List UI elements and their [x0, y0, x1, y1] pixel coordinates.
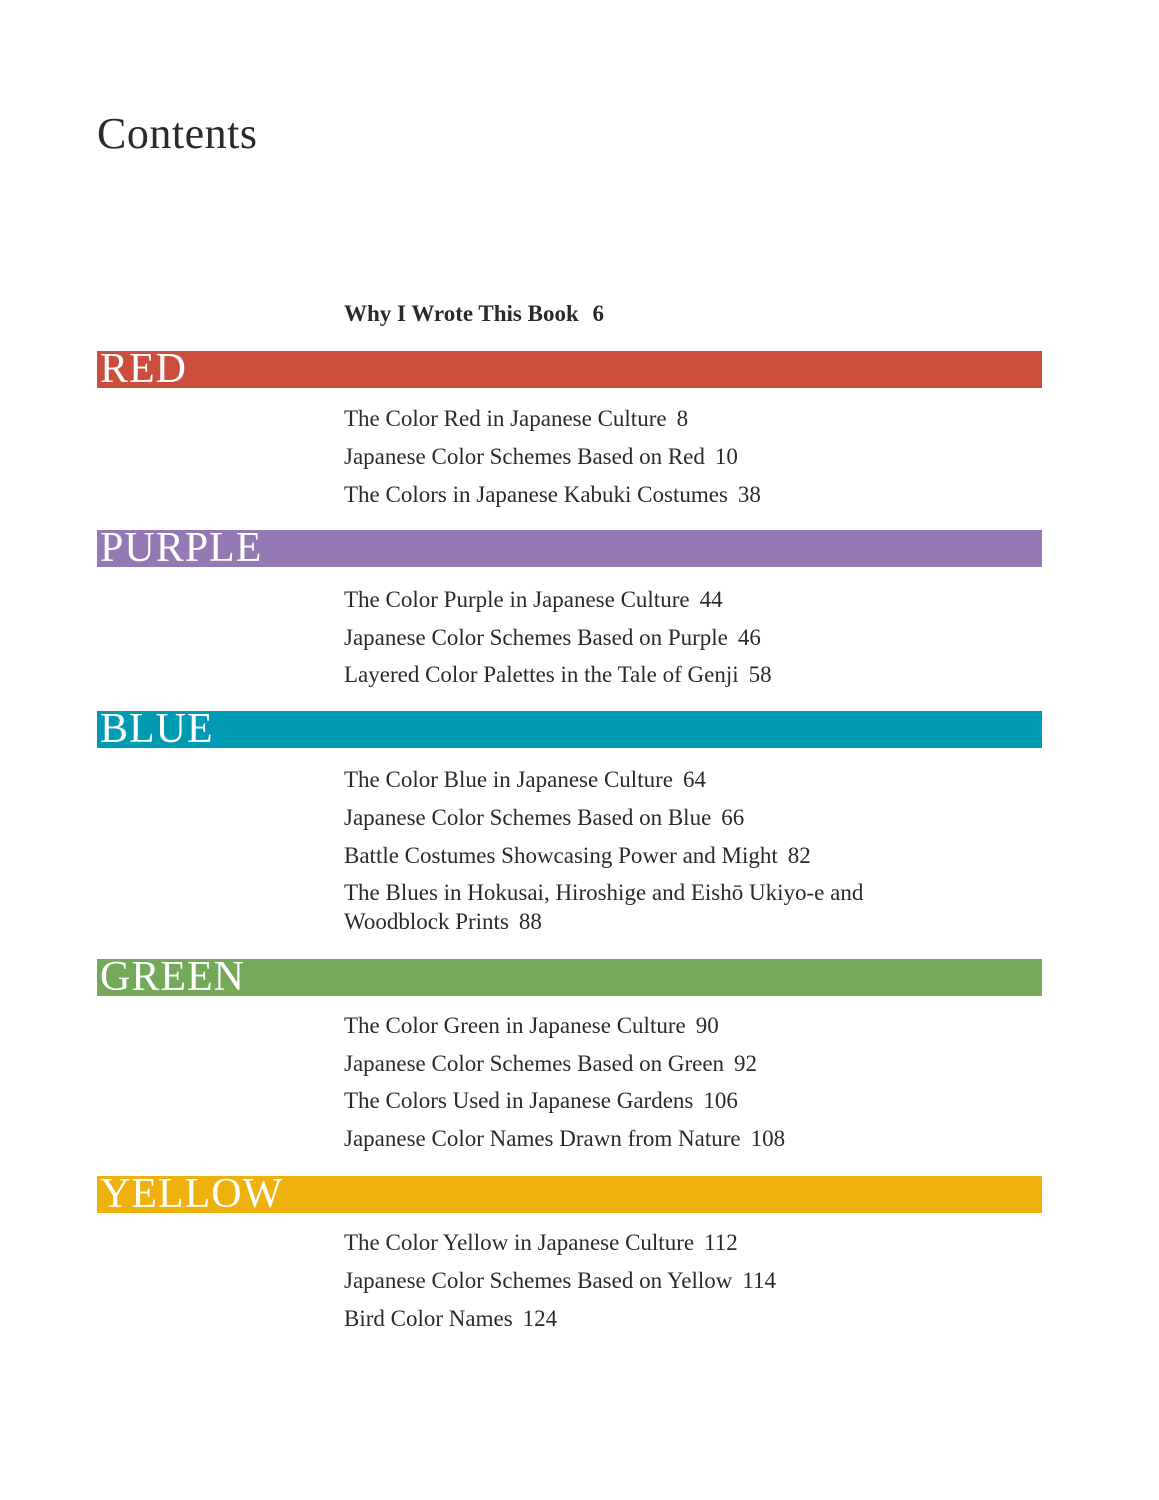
section-bar-purple [97, 525, 1042, 571]
entry-title: Japanese Color Schemes Based on Red [344, 444, 705, 469]
toc-entry[interactable] [344, 1266, 776, 1295]
entry-title: Japanese Color Schemes Based on Green [344, 1051, 725, 1076]
entry-title: The Color Green in Japanese Culture [344, 1013, 686, 1038]
entry-title: Japanese Color Names Drawn from Nature [344, 1126, 741, 1151]
entry-title-continued: Woodblock Prints [344, 909, 509, 934]
entry-page-number: 106 [703, 1088, 738, 1113]
toc-entry[interactable] [344, 1086, 738, 1115]
toc-entry[interactable] [344, 1228, 738, 1257]
entry-title: Japanese Color Schemes Based on Yellow [344, 1268, 733, 1293]
toc-entry[interactable] [344, 1011, 719, 1040]
entry-title: Japanese Color Schemes Based on Blue [344, 805, 712, 830]
entry-title: The Color Red in Japanese Culture [344, 406, 667, 431]
entry-page-number: 114 [742, 1268, 777, 1293]
entry-page-number: 108 [750, 1126, 786, 1151]
toc-entry[interactable] [344, 585, 723, 614]
entry-title: The Colors in Japanese Kabuki Costumes [344, 482, 728, 507]
entry-title: Why I Wrote This Book [344, 301, 579, 326]
toc-entry[interactable] [344, 660, 772, 689]
toc-entry[interactable] [344, 480, 761, 509]
entry-page-number: 10 [714, 444, 738, 469]
entry-title: Japanese Color Schemes Based on Purple [344, 625, 728, 650]
entry-title: Bird Color Names [344, 1306, 513, 1331]
entry-title: Battle Costumes Showcasing Power and Might [344, 843, 778, 868]
section-bar-blue [97, 706, 1042, 752]
entry-title: The Color Purple in Japanese Culture [344, 587, 690, 612]
entry-page-number: 38 [737, 482, 761, 507]
toc-entry-intro[interactable] [344, 299, 604, 329]
entry-page-number: 124 [522, 1306, 558, 1331]
entry-page-number: 88 [518, 909, 542, 934]
entry-page-number: 82 [787, 843, 811, 868]
entry-page-number: 92 [734, 1051, 758, 1076]
entry-page-number: 90 [695, 1013, 719, 1038]
entry-page-number: 112 [704, 1230, 738, 1255]
section-heading-blue: BLUE [100, 706, 214, 752]
toc-entry[interactable] [344, 878, 863, 936]
page-title: Contents [97, 109, 258, 158]
entry-page-number: 64 [682, 767, 706, 792]
entry-page-number: 46 [737, 625, 761, 650]
toc-entry[interactable] [344, 442, 738, 471]
section-bar-green [97, 954, 1042, 1000]
entry-title: Layered Color Palettes in the Tale of Genji [344, 662, 739, 687]
entry-title: The Color Yellow in Japanese Culture [344, 1230, 695, 1255]
toc-entry[interactable] [344, 1049, 757, 1078]
entry-title: The Colors Used in Japanese Gardens [344, 1088, 694, 1113]
section-bar-yellow [97, 1171, 1042, 1217]
toc-entry[interactable] [344, 765, 706, 794]
entry-title: The Blues in Hokusai, Hiroshige and Eishō Ukiyo-e and [344, 880, 864, 905]
entry-page-number: 44 [699, 587, 723, 612]
section-heading-red: RED [100, 346, 187, 392]
section-heading-green: GREEN [100, 954, 245, 1000]
entry-page-number: 58 [748, 662, 772, 687]
toc-entry[interactable] [344, 404, 688, 433]
section-bar-red [97, 346, 1042, 392]
entry-page-number: 6 [592, 301, 605, 326]
toc-entry[interactable] [344, 1124, 785, 1153]
entry-page-number: 8 [676, 406, 689, 431]
entry-title: The Color Blue in Japanese Culture [344, 767, 673, 792]
section-heading-yellow: YELLOW [100, 1171, 284, 1217]
toc-entry[interactable] [344, 803, 744, 832]
entry-page-number: 66 [721, 805, 745, 830]
section-heading-purple: PURPLE [100, 525, 263, 571]
toc-entry[interactable] [344, 623, 761, 652]
toc-entry[interactable] [344, 841, 811, 870]
toc-entry[interactable] [344, 1304, 557, 1333]
